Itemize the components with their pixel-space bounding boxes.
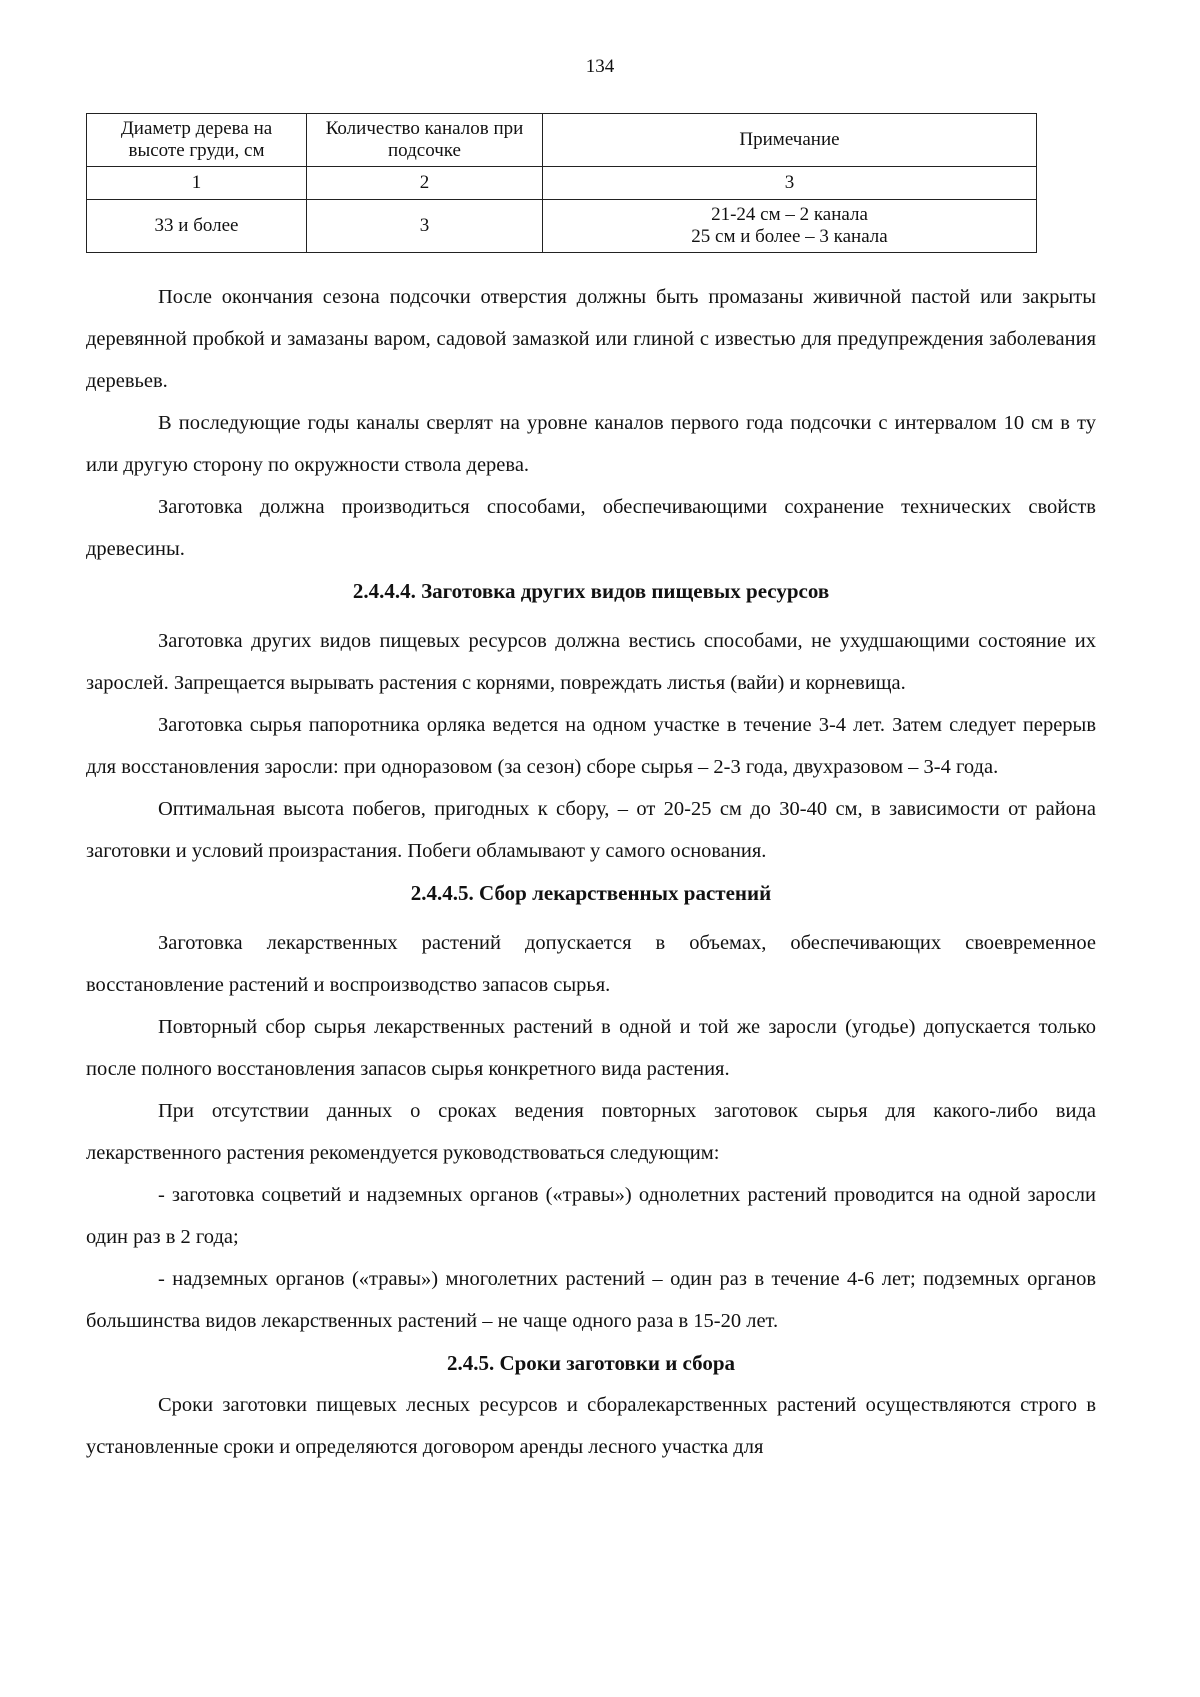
section-heading-2445: 2.4.4.5. Сбор лекарственных растений (410, 881, 772, 905)
paragraph: Заготовка лекарственных растений допускается в объемах, обеспечивающих своевременное восстановление растений и воспроизводство запасов сырья. (86, 932, 1096, 996)
paragraph: Сроки заготовки пищевых лесных ресурсов и сборалекарственных растений осуществляются строго в установленные сроки и определяются договором аренды лесного участка для (86, 1394, 1096, 1458)
table-row (87, 200, 1037, 253)
note-line: 25 см и более – 3 канала (691, 226, 888, 247)
note-line: 21-24 см – 2 канала (711, 204, 868, 225)
paragraph: После окончания сезона подсочки отверстия должны быть промазаны живичной пастой или закрыты деревянной пробкой и замазаны варом, садовой замазкой или глиной с известью для предупреждения заболевания деревьев. (86, 286, 1096, 392)
header-note: Примечание (543, 114, 1037, 167)
column-number-1: 1 (87, 167, 307, 200)
page-number: 134 (585, 56, 615, 77)
tapping-channels-table (86, 113, 1037, 253)
paragraph: Заготовка сырья папоротника орляка ведется на одном участке в течение 3-4 лет. Затем следует перерыв для восстановления заросли: при одноразовом (за сезон) сборе сырья – 2-3 года, двухразовом – 3-4 года. (86, 714, 1096, 778)
paragraph: Заготовка других видов пищевых ресурсов должна вестись способами, не ухудшающими состояние их зарослей. Запрещается вырывать растения с корнями, повреждать листья (вайи) и корневища. (86, 630, 1096, 694)
paragraph: - заготовка соцветий и надземных органов («травы») однолетних растений проводится на одной заросли один раз в 2 года; (86, 1184, 1096, 1248)
section-heading-245: 2.4.5. Сроки заготовки и сбора (446, 1351, 736, 1375)
paragraph: Оптимальная высота побегов, пригодных к сбору, – от 20-25 см до 30-40 см, в зависимости от района заготовки и условий произрастания. Побеги обламывают у самого основания. (86, 798, 1096, 862)
column-number-2: 2 (307, 167, 543, 200)
cell-diameter: 33 и более (87, 200, 307, 253)
paragraph: В последующие годы каналы сверлят на уровне каналов первого года подсочки с интервалом 10 см в ту или другую сторону по окружности ствола дерева. (86, 412, 1096, 476)
header-channels: Количество каналов при подсочке (307, 114, 543, 167)
cell-channels: 3 (307, 200, 543, 253)
table-column-numbers-row (87, 167, 1037, 200)
paragraph: - надземных органов («травы») многолетних растений – один раз в течение 4-6 лет; подземных органов большинства видов лекарственных растений – не чаще одного раза в 15-20 лет. (86, 1268, 1096, 1332)
paragraph: Заготовка должна производиться способами, обеспечивающими сохранение технических свойств древесины. (86, 496, 1096, 560)
body-text (86, 276, 1096, 1468)
paragraph: При отсутствии данных о сроках ведения повторных заготовок сырья для какого-либо вида лекарственного растения рекомендуется руководствоваться следующим: (86, 1100, 1096, 1164)
column-number-3: 3 (543, 167, 1037, 200)
cell-note (543, 200, 1037, 253)
table-header-row (87, 114, 1037, 167)
paragraph: Повторный сбор сырья лекарственных растений в одной и той же заросли (угодье) допускается только после полного восстановления запасов сырья конкретного вида растения. (86, 1016, 1096, 1080)
header-diameter: Диаметр дерева на высоте груди, см (87, 114, 307, 167)
section-heading-2444: 2.4.4.4. Заготовка других видов пищевых ресурсов (352, 579, 830, 603)
